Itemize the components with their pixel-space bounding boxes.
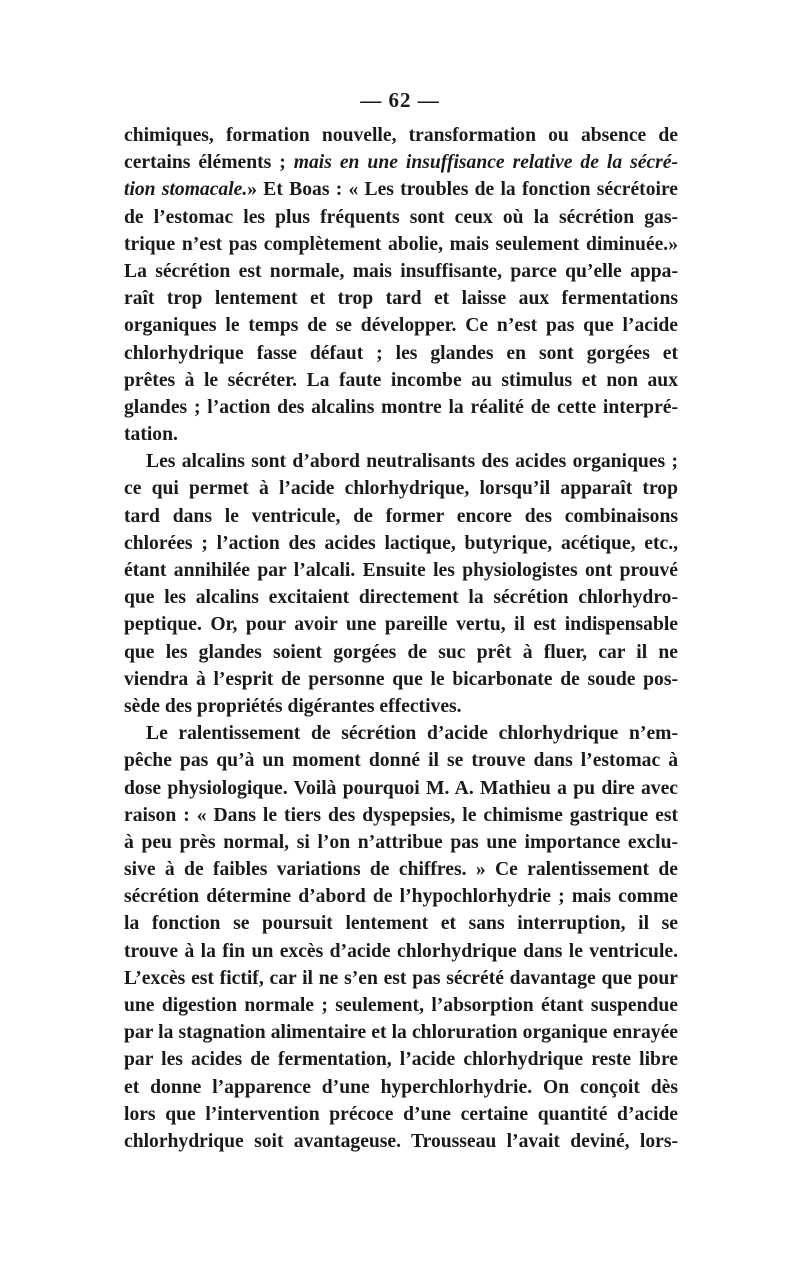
italic-text: tion stomacale. bbox=[124, 179, 248, 201]
text-line: par les acides de fermentation, l’acide chlorhydrique reste libre bbox=[124, 1049, 678, 1071]
text-line bbox=[124, 149, 678, 176]
text-line: organiques le temps de se développer. Ce n’est pas que l’acide bbox=[124, 315, 678, 337]
text-line: de l’estomac les plus fréquents sont ceux où la sécrétion gas- bbox=[124, 206, 678, 228]
text-line: viendra à l’esprit de personne que le bicarbonate de soude pos- bbox=[124, 668, 678, 690]
text-line: sède des propriétés digérantes effectives. bbox=[124, 695, 462, 717]
text-line: dose physiologique. Voilà pourquoi M. A. Mathieu a pu dire avec bbox=[124, 777, 678, 799]
text-line: lors que l’intervention précoce d’une certaine quantité d’acide bbox=[124, 1103, 678, 1125]
text-line: que les glandes soient gorgées de suc prêt à fluer, car il ne bbox=[124, 641, 678, 663]
text-line: Le ralentissement de sécrétion d’acide chlorhydrique n’em- bbox=[146, 723, 678, 745]
text-line: tation. bbox=[124, 424, 178, 446]
text-line: chlorhydrique soit avantageuse. Trousseau l’avait deviné, lors- bbox=[124, 1130, 678, 1152]
text-line: trique n’est pas complètement abolie, mais seulement diminuée.» bbox=[124, 233, 678, 255]
text-line: que les alcalins excitaient directement la sécrétion chlorhydro- bbox=[124, 587, 678, 609]
text-line: Les alcalins sont d’abord neutralisants des acides organiques ; bbox=[146, 451, 678, 473]
text-line: glandes ; l’action des alcalins montre la réalité de cette interpré- bbox=[124, 396, 678, 418]
text-line bbox=[124, 176, 678, 203]
text-line: peptique. Or, pour avoir une pareille vertu, il est indispensable bbox=[124, 614, 678, 636]
text-line: tard dans le ventricule, de former encore des combinaisons bbox=[124, 505, 678, 527]
text-line: chlorées ; l’action des acides lactique, butyrique, acétique, etc., bbox=[124, 532, 678, 554]
text-line: par la stagnation alimentaire et la chloruration organique enrayée bbox=[124, 1022, 678, 1044]
text-line: chimiques, formation nouvelle, transformation ou absence de bbox=[124, 125, 678, 146]
italic-text: mais en une insuffisance relative de la sécré- bbox=[293, 152, 678, 174]
text-line: à peu près normal, si l’on n’attribue pas une importance exclu- bbox=[124, 831, 678, 853]
text-line: et donne l’apparence d’une hyperchlorhydrie. On conçoit dès bbox=[124, 1076, 678, 1098]
text-line: ce qui permet à l’acide chlorhydrique, lorsqu’il apparaît trop bbox=[124, 478, 678, 500]
text-line: L’excès est fictif, car il ne s’en est pas sécrété davantage que pour bbox=[124, 967, 678, 989]
text-line: la fonction se poursuit lentement et sans interruption, il se bbox=[124, 913, 678, 935]
page-number: — 62 — bbox=[360, 88, 440, 112]
text-line: La sécrétion est normale, mais insuffisante, parce qu’elle appa- bbox=[124, 260, 678, 282]
text-line: sive à de faibles variations de chiffres. » Ce ralentissement de bbox=[124, 859, 678, 881]
text-line: trouve à la fin un excès d’acide chlorhydrique dans le ventricule. bbox=[124, 940, 678, 962]
text-line: raît trop lentement et trop tard et laisse aux fermentations bbox=[124, 288, 678, 310]
text-segment: » Et Boas : « Les troubles de la fonction sécrétoire bbox=[247, 179, 678, 201]
text-line: pêche pas qu’à un moment donné il se trouve dans l’estomac à bbox=[124, 750, 678, 772]
text-line: prêtes à le sécréter. La faute incombe au stimulus et non aux bbox=[124, 369, 678, 391]
text-line: une digestion normale ; seulement, l’absorption étant suspendue bbox=[124, 995, 678, 1016]
body-text bbox=[124, 122, 678, 1155]
text-line: étant annihilée par l’alcali. Ensuite les physiologistes ont prouvé bbox=[124, 560, 678, 581]
text-line: sécrétion détermine d’abord de l’hypochlorhydrie ; mais comme bbox=[124, 886, 678, 908]
text-segment: certains éléments ; bbox=[124, 152, 286, 174]
text-line: raison : « Dans le tiers des dyspepsies, le chimisme gastrique est bbox=[124, 804, 678, 826]
text-line: chlorhydrique fasse défaut ; les glandes en sont gorgées et bbox=[124, 342, 678, 364]
